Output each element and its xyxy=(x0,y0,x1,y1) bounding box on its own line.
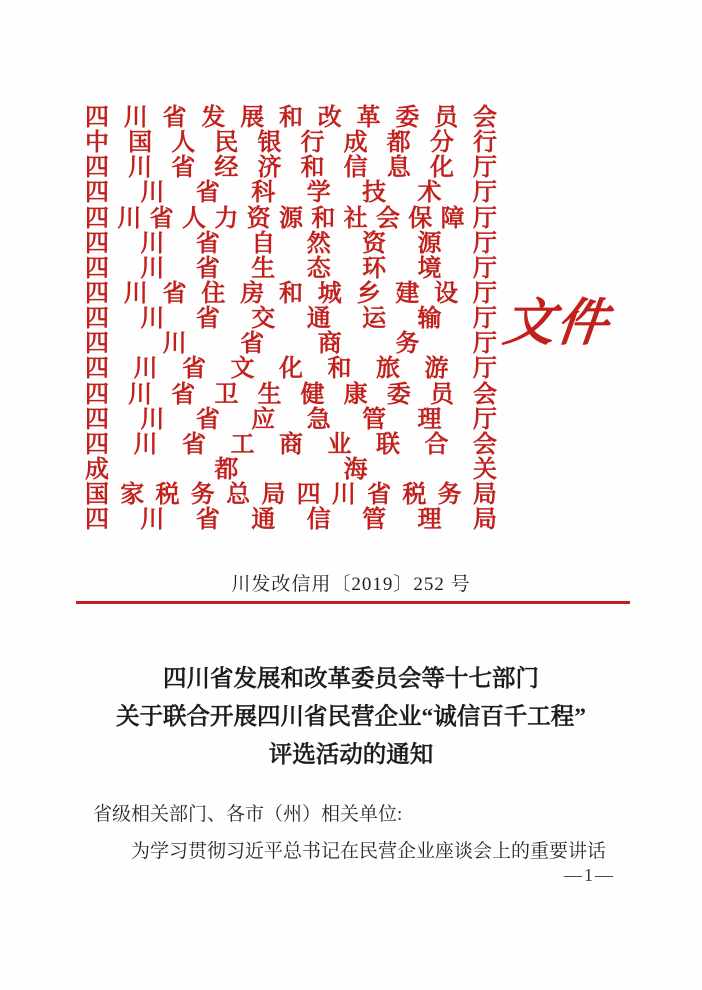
salutation: 省级相关部门、各市（州）相关单位: xyxy=(93,804,403,825)
department-row: 四 川 省 人 力 资 源 和 社 会 保 障 厅 xyxy=(85,205,497,232)
department-row: 四 川 省 自 然 资 源 厅 xyxy=(85,230,497,257)
department-row: 国 家 税 务 总 局 四 川 省 税 务 局 xyxy=(85,482,497,509)
department-row: 四 川 省 通 信 管 理 局 xyxy=(85,507,497,534)
red-divider-line xyxy=(76,601,630,604)
department-row: 四 川 省 科 学 技 术 厅 xyxy=(85,180,497,207)
document-body xyxy=(93,803,615,886)
document-title xyxy=(0,660,702,774)
department-row: 四 川 省 文 化 和 旅 游 厅 xyxy=(85,356,497,383)
department-row: 四 川 省 商 务 厅 xyxy=(85,331,497,358)
department-row: 四 川 省 生 态 环 境 厅 xyxy=(85,255,497,282)
title-line-3: 评选活动的通知 xyxy=(268,742,434,768)
file-stamp-label: 文件 xyxy=(500,296,613,352)
department-row: 四 川 省 工 商 业 联 合 会 xyxy=(85,431,497,458)
page-number: —1— xyxy=(564,865,615,885)
department-row: 四 川 省 应 急 管 理 厅 xyxy=(85,406,497,433)
department-row: 中 国 人 民 银 行 成 都 分 行 xyxy=(85,130,497,157)
department-row: 成 都 海 关 xyxy=(85,456,497,483)
title-line-2: 关于联合开展四川省民营企业“诚信百千工程” xyxy=(116,704,586,730)
department-row: 四 川 省 住 房 和 城 乡 建 设 厅 xyxy=(85,280,497,307)
department-row: 四 川 省 经 济 和 信 息 化 厅 xyxy=(85,155,497,182)
department-row: 四 川 省 发 展 和 改 革 委 员 会 xyxy=(85,105,497,131)
body-paragraph: 为学习贯彻习近平总书记在民营企业座谈会上的重要讲话 xyxy=(131,841,607,862)
department-list xyxy=(85,106,497,533)
document-number: 川发改信用〔2019〕252 号 xyxy=(231,574,471,595)
title-line-1: 四川省发展和改革委员会等十七部门 xyxy=(163,666,539,692)
department-row: 四 川 省 交 通 运 输 厅 xyxy=(85,306,497,333)
department-row: 四 川 省 卫 生 健 康 委 员 会 xyxy=(85,381,497,408)
